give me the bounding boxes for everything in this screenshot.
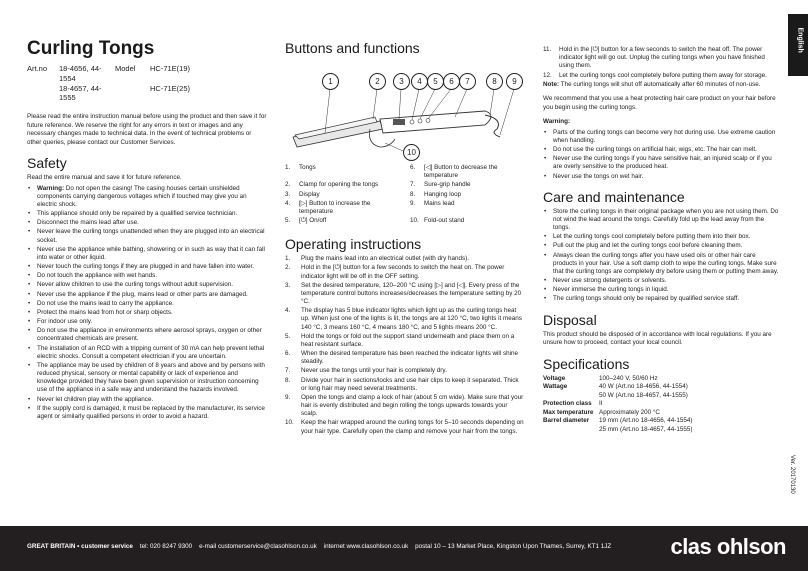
spec-value: 19 mm (Art.no 18-4656, 44-1554) — [599, 417, 693, 425]
spec-key: Voltage — [543, 374, 566, 382]
warning-list — [543, 129, 779, 181]
brand-logo: clas ohlson — [670, 534, 786, 559]
callout-9: 9 — [506, 73, 523, 90]
spec-key: Barrel diameter — [543, 417, 590, 425]
list-item: • Never allow children to use the curling tongs without adult supervision. — [27, 281, 267, 289]
list-item: • The curling tongs should only be repaired by qualified service staff. — [543, 295, 779, 303]
callout-6: 6 — [443, 73, 460, 90]
list-item: • Protect the mains lead from hot or sharp objects. — [27, 309, 267, 317]
footer-internet: internet www.clasohlson.co.uk — [323, 543, 409, 550]
disposal-text: This product should be disposed of in accordance with local regulations. If you are unsure how to proceed, contact your local council. — [543, 330, 772, 347]
list-item: • Do not use the appliance in environments where aerosol sprays, oxygen or other concentrated chemicals are present. — [27, 327, 267, 343]
callout-5: 5 — [427, 73, 444, 90]
list-item: 4. [▷] Button to increase the temperature — [285, 199, 371, 215]
footer-postal: postal 10 – 13 Market Place, Kingston Upon Thames, Surrey, KT1 1JZ — [415, 543, 612, 550]
list-item: • The installation of an RCD with a tripping current of 30 mA can help prevent lethal electric shocks. Consult a competent electrician if you are uncertain. — [27, 345, 267, 361]
list-item: • This appliance should only be repaired by a qualified service technician. — [27, 210, 267, 218]
list-item: • Always clean the curling tongs after you have used oils or other hair care products in your hair. Use a soft damp cloth to wipe the curling tongs. Make sure that the curling tongs are completely dry before using them or putting them away. — [543, 252, 779, 277]
list-item: • Never touch the curling tongs if they are plugged in and have fallen into water. — [27, 263, 267, 271]
model-1: HC-71E(19) — [150, 64, 191, 73]
spec-value: 40 W (Art.no 18-4656, 44-1554) — [599, 383, 688, 391]
list-item: 9. Open the tongs and clamp a lock of hair (about 5 cm wide). Make sure that your hair is evenly distributed and begin rolling the tongs upwards towards your scalp. — [285, 393, 524, 418]
specifications-heading: Specifications — [543, 355, 630, 372]
callout-2: 2 — [369, 73, 386, 90]
footer-country: GREAT BRITAIN • customer service — [27, 543, 133, 550]
list-item: 7. Never use the tongs until your hair is completely dry. — [285, 367, 447, 375]
list-item: 7. Sure-grip handle — [410, 181, 471, 189]
care-heading: Care and maintenance — [543, 188, 685, 205]
page-title: Curling Tongs — [27, 38, 155, 59]
operating-list-continued — [543, 46, 779, 80]
list-item: 12. Let the curling tongs cool completely before putting them away for storage. — [543, 71, 767, 79]
callout-3: 3 — [393, 73, 410, 90]
spec-value: 100–240 V, 50/60 Hz — [599, 374, 658, 382]
spec-value: Approximately 200 °C — [599, 408, 660, 416]
list-item: • Pull out the plug and let the curling tongs cool before cleaning them. — [543, 242, 779, 250]
spec-key: Max temperature — [543, 408, 594, 416]
list-item: • The appliance may be used by children of 8 years and above and by persons with reduced physical, sensory or mental capability or lack of experience and knowledge provided they have been given supervision or instruction concerning use of the appliance in a safe way and understand the hazards involved. — [27, 362, 267, 395]
model-label: Model — [115, 64, 136, 73]
artno-2: 18-4657, 44-1555 — [59, 83, 102, 103]
safety-intro: Read the entire manual and save it for future reference. — [27, 174, 182, 181]
callout-10: 10 — [403, 144, 420, 161]
list-item: • Let the curling tongs cool completely before putting them into their box. — [543, 233, 779, 241]
artno-1: 18-4656, 44-1554 — [59, 64, 102, 83]
callout-1: 1 — [322, 73, 339, 90]
list-item: • Do not use the mains lead to carry the appliance. — [27, 300, 267, 308]
spec-key — [543, 392, 599, 401]
list-item: 8. Hanging loop — [410, 190, 462, 198]
list-item: • Never use strong detergents or solvents. — [543, 277, 779, 285]
language-label: English — [796, 27, 804, 53]
list-item: 10. Fold-out stand — [410, 217, 465, 225]
footer-tel: tel: 020 8247 9300 — [139, 543, 193, 550]
model-2: HC-71E(25) — [150, 83, 191, 93]
list-item: • Never leave the curling tongs unattended when they are plugged into an electrical socket. — [27, 228, 267, 244]
column-2 — [285, 30, 525, 437]
list-item: 1. Plug the mains lead into an electrical outlet (with dry hands). — [285, 255, 470, 263]
footer — [0, 526, 808, 571]
recommendation-text: We recommend that you use a heat protecting hair care product on your hair before you begin using the curling tongs. — [543, 95, 776, 111]
functions-list — [285, 164, 525, 226]
disposal-heading: Disposal — [543, 311, 597, 328]
warning-label: Warning: — [543, 118, 571, 126]
list-item: • Disconnect the mains lead after use. — [27, 219, 267, 227]
list-item: 2. Clamp for opening the tongs — [285, 181, 379, 189]
artno-label: Art.no — [27, 64, 48, 73]
callout-8: 8 — [486, 73, 503, 90]
spec-value: II — [599, 400, 603, 408]
column-1 — [27, 30, 267, 422]
list-item: 4. The display has 5 blue indicator lights which light up as the curling tongs heat up. When just one of the lights is lit, the tongs are at 120 °C, two lights it means 140 °C, 3 means 160 °C, 4 means 180 °C, and 5 lights means 200 °C. — [285, 307, 522, 331]
list-item: 3. Set the desired temperature, 120–200 °C using [▷] and [◁]. Every press of the temperature control buttons increases/decreases the temperature setting by 20 °C. — [285, 281, 522, 306]
curling-tongs-diagram — [285, 59, 525, 164]
list-item: • Parts of the curling tongs can become very hot during use. Use extreme caution when handling. — [543, 129, 779, 145]
care-list — [543, 208, 779, 304]
list-item: • Never let children play with the appliance. — [27, 396, 267, 404]
list-item: 5. Hold the tongs or fold out the support stand underneath and place them on a heat resistant surface. — [285, 332, 515, 348]
callout-4: 4 — [411, 73, 428, 90]
footer-contact — [27, 543, 611, 550]
list-item: • Never use the appliance while bathing, showering or in such as way that it can fall into water or other liquid. — [27, 246, 267, 262]
operating-heading: Operating instructions — [285, 236, 422, 253]
list-item: 9. Mains lead — [410, 199, 455, 207]
list-item: • If the supply cord is damaged, it must be replaced by the manufacturer, its service agent or similarly qualified persons in order to avoid a hazard. — [27, 405, 267, 421]
list-item: • Store the curling tongs in their original package when you are not using them. Do not wind the lead around the tongs. Carefully fold up the lead away from the tongs. — [543, 208, 779, 233]
article-numbers — [27, 64, 267, 103]
list-item: 8. Divide your hair in sections/locks and use hair clips to keep it separated. Thick or long hair may need several treatments. — [285, 376, 519, 392]
column-3 — [543, 30, 779, 434]
list-item: • Do not use the curling tongs on artificial hair, wigs, etc. The hair can melt. — [543, 146, 779, 154]
specifications-table — [543, 375, 779, 435]
list-item: 6. When the desired temperature has been reached the indicator lights will shine steadily. — [285, 350, 519, 366]
list-item: • Never immerse the curling tongs in liquid. — [543, 286, 779, 294]
intro-text: Please read the entire instruction manual before using the product and then save it for future reference. We reserve the right for any errors in text or images and any necessary changes made to technical data. In the event of technical problems or other queries, please contact our Customer Services. — [27, 113, 267, 146]
footer-email: e-mail customerservice@clasohlson.co.uk — [199, 543, 317, 550]
auto-off-note: Note: The curling tongs will shut off automatically after 60 minutes of non-use. — [543, 80, 761, 88]
safety-list — [27, 185, 267, 422]
spec-value: 50 W (Art.no 18-4657, 44-1555) — [599, 391, 688, 399]
list-item: • For indoor use only. — [27, 318, 267, 326]
safety-heading: Safety — [27, 155, 67, 171]
list-item: 5. [⏻] On/off — [285, 217, 327, 225]
list-item: • Never use the appliance if the plug, mains lead or other parts are damaged. — [27, 291, 267, 299]
list-item: 1. Tongs — [285, 164, 316, 171]
list-item: 6. [◁] Button to decrease the temperature — [410, 164, 498, 180]
list-item: 2. Hold in the [⏻] button for a few seconds to switch the heat on. The power indicator light will be off in the OFF setting. — [285, 264, 505, 280]
spec-key: Protection class — [543, 400, 592, 408]
callout-7: 7 — [459, 73, 476, 90]
list-item: 11. Hold in the [⏻] button for a few seconds to switch the heat off. The power indicator light will go out. Unplug the curling tongs when you have finished using them. — [543, 46, 765, 70]
safety-warning: • Warning: Do not open the casing! The casing houses certain unshielded components carrying dangerous voltages which if touched may give you an electric shock. — [27, 185, 267, 210]
list-item: • Do not touch the appliance with wet hands. — [27, 272, 267, 280]
buttons-heading: Buttons and functions — [285, 40, 420, 56]
spec-key: Wattage — [543, 383, 568, 391]
language-tab — [788, 14, 808, 76]
list-item: • Never use the curling tongs if you have sensitive hair, an injured scalp or if you are overly sensitive to the produced heat. — [543, 155, 779, 171]
list-item: • Never use the tongs on wet hair. — [543, 173, 779, 181]
version-label: Ver. 20170130 — [789, 455, 795, 494]
list-item: 3. Display — [285, 190, 320, 198]
operating-list — [285, 255, 525, 436]
spec-value: 25 mm (Art.no 18-4657, 44-1555) — [599, 425, 693, 433]
list-item: 10. Keep the hair wrapped around the curling tongs for 5–10 seconds depending on your hair type. Carefully open the clamp and remove your hair from the tongs. — [285, 419, 524, 435]
spec-key — [543, 426, 599, 435]
